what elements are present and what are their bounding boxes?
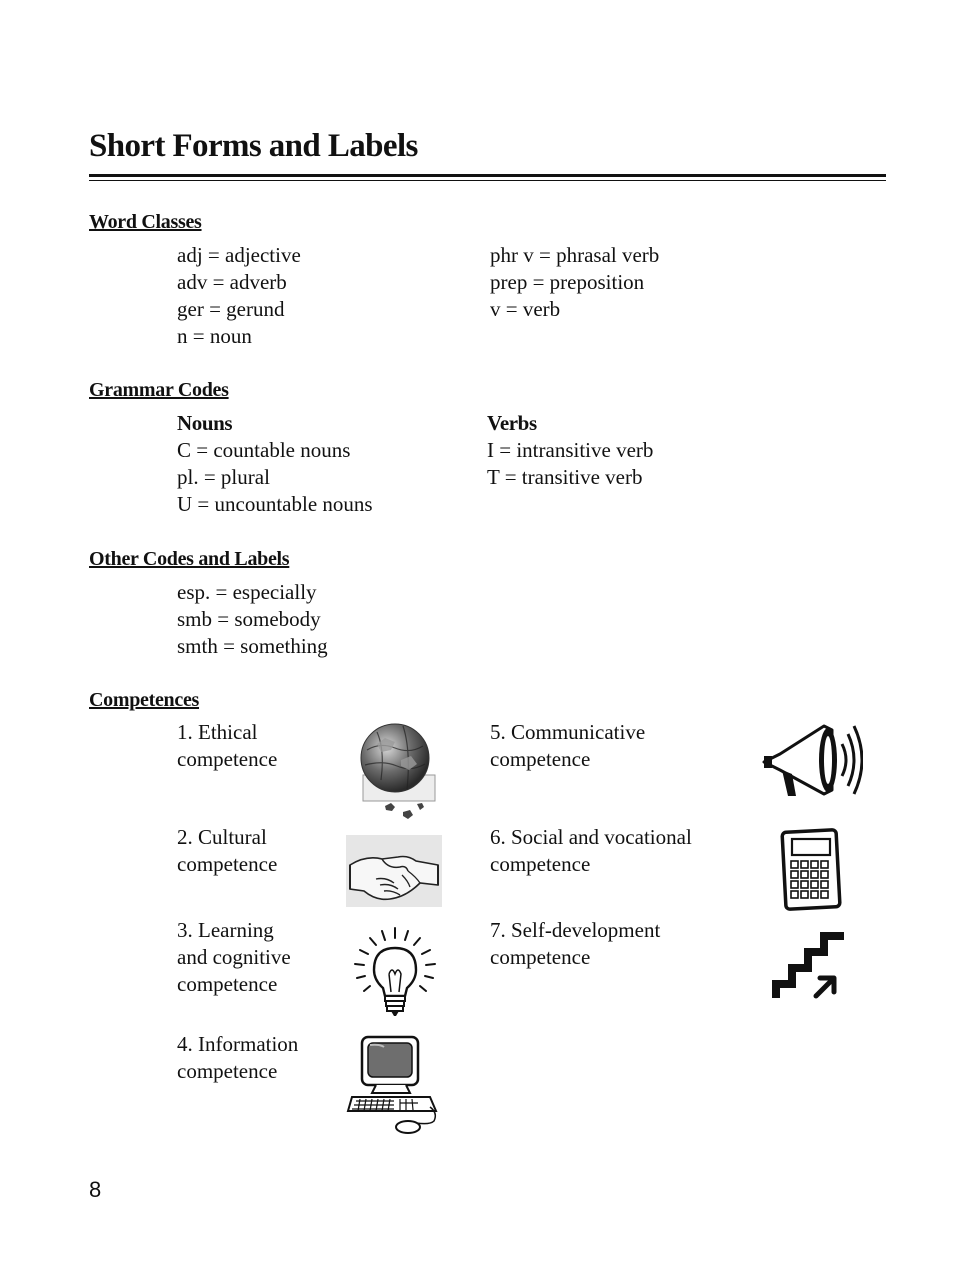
word-class-item: adj = adjective [177, 243, 301, 267]
page-title: Short Forms and Labels [89, 128, 418, 164]
competence-line: 5. Communicative [490, 720, 646, 744]
grammar-code-item: U = uncountable nouns [177, 492, 373, 516]
competence-line: competence [177, 1059, 278, 1083]
other-code-item: smb = somebody [177, 607, 321, 631]
competence-line: 4. Information [177, 1032, 299, 1056]
competence-line: 1. Ethical [177, 720, 258, 744]
word-classes-left-column [177, 242, 301, 350]
word-classes-right-column [490, 242, 659, 323]
title-rule-thick [89, 174, 886, 177]
competence-line: 3. Learning [177, 918, 274, 942]
grammar-code-item: pl. = plural [177, 465, 270, 489]
page-number: 8 [89, 1177, 102, 1202]
title-rule-thin [89, 180, 886, 181]
competence-line: competence [490, 852, 591, 876]
megaphone-icon [758, 720, 863, 802]
verbs-subheading: Verbs [487, 411, 537, 435]
competence-ethical [177, 719, 277, 773]
competence-learning [177, 917, 291, 998]
competence-social-vocational [490, 824, 692, 878]
word-classes-heading: Word Classes [89, 211, 202, 233]
grammar-code-item: T = transitive verb [487, 465, 643, 489]
competence-line: competence [490, 747, 591, 771]
grammar-nouns-column [177, 410, 373, 518]
competence-cultural [177, 824, 277, 878]
word-class-item: n = noun [177, 324, 252, 348]
word-class-item: adv = adverb [177, 270, 287, 294]
grammar-codes-heading: Grammar Codes [89, 379, 229, 401]
competence-communicative [490, 719, 645, 773]
competence-line: and cognitive [177, 945, 291, 969]
word-class-item: v = verb [490, 297, 561, 321]
competences-heading: Competences [89, 689, 200, 711]
competence-line: 7. Self-development [490, 918, 661, 942]
word-class-item: phr v = phrasal verb [490, 243, 660, 267]
other-code-item: smth = something [177, 634, 328, 658]
competence-line: 2. Cultural [177, 825, 267, 849]
other-codes-column [177, 579, 328, 660]
other-codes-heading: Other Codes and Labels [89, 548, 290, 570]
word-class-item: prep = preposition [490, 270, 645, 294]
handshake-icon [346, 835, 442, 907]
stairs-arrow-icon [772, 926, 848, 1002]
nouns-subheading: Nouns [177, 411, 233, 435]
competence-line: competence [490, 945, 591, 969]
grammar-code-item: I = intransitive verb [487, 438, 654, 462]
competence-line: competence [177, 972, 278, 996]
other-code-item: esp. = especially [177, 580, 317, 604]
lightbulb-icon [350, 926, 440, 1018]
globe-puzzle-icon [355, 720, 440, 825]
competence-line: 6. Social and vocational [490, 825, 692, 849]
competence-information [177, 1031, 298, 1085]
competence-line: competence [177, 747, 278, 771]
calculator-icon [780, 828, 842, 912]
competence-line: competence [177, 852, 278, 876]
competence-self-development [490, 917, 660, 971]
grammar-code-item: C = countable nouns [177, 438, 351, 462]
computer-icon [346, 1035, 442, 1135]
grammar-verbs-column [487, 410, 653, 491]
word-class-item: ger = gerund [177, 297, 285, 321]
